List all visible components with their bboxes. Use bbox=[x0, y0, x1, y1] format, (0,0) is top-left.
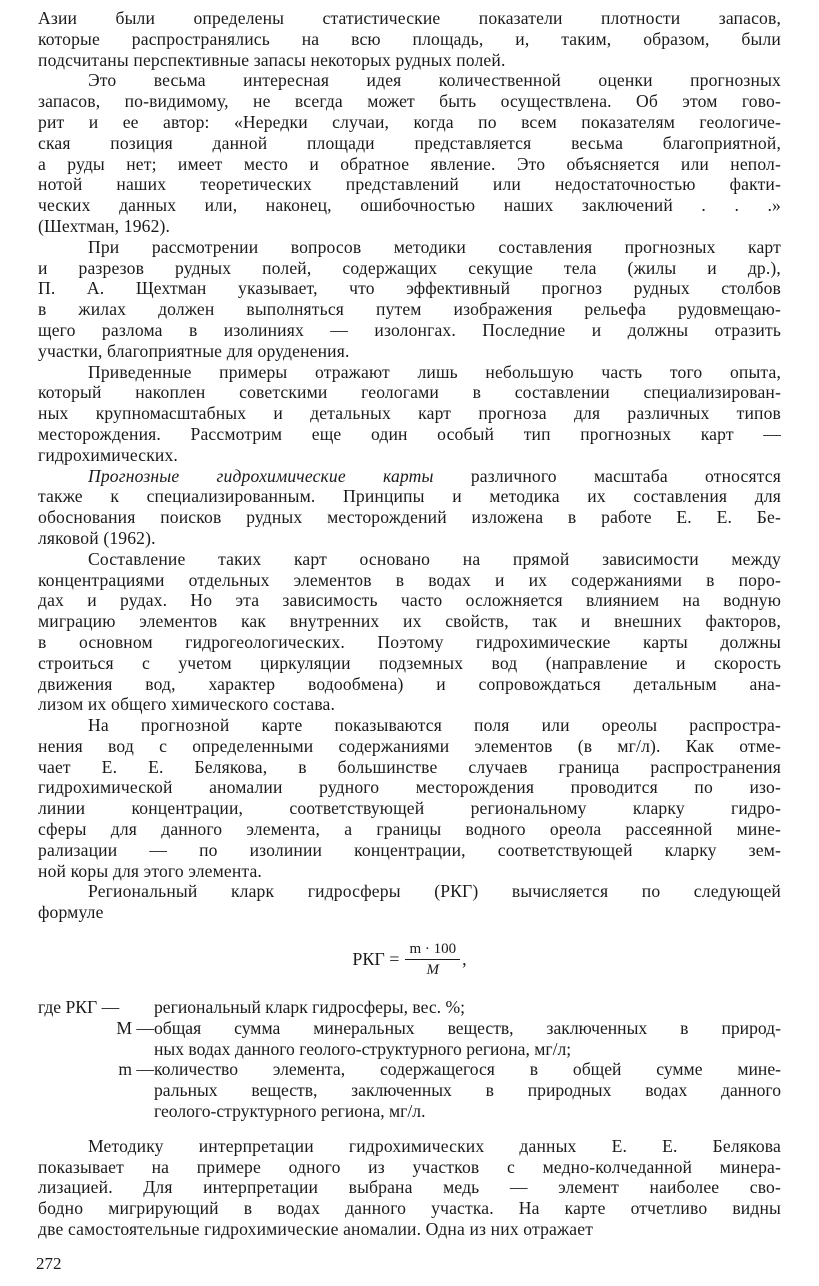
text-line: участки, благоприятные для оруденения. bbox=[38, 340, 350, 361]
text-line: лизом их общего химического состава. bbox=[38, 694, 336, 715]
legend-row bbox=[38, 1059, 781, 1121]
page-body bbox=[38, 8, 781, 1240]
text-line: две самостоятельные гидрохимические аномалии. Одна из них отражает bbox=[38, 1219, 594, 1240]
text-line: чает Е. Е. Белякова, в большинстве случаев граница распространения bbox=[38, 756, 781, 777]
text-line: региональный кларк гидросферы, вес. %; bbox=[154, 997, 466, 1018]
text-line: гидрохимических. bbox=[38, 444, 178, 465]
text-line: При рассмотрении вопросов методики составления прогнозных карт bbox=[88, 236, 781, 257]
text-line: лизацией. Для интерпретации выбрана медь — элемент наиболее сво- bbox=[38, 1177, 781, 1198]
text-line: которые распространялись на всю площадь, и, таким, образом, были bbox=[38, 28, 781, 49]
text-line: ская позиция данной площади представляется весьма благоприятной, bbox=[38, 132, 781, 153]
legend-definition bbox=[154, 1059, 781, 1121]
text-line: геолого-структурного региона, мг/л. bbox=[154, 1101, 426, 1122]
text-line: Методику интерпретации гидрохимических данных Е. Е. Белякова bbox=[88, 1135, 781, 1156]
text-line: щего разлома в изолиниях — изолонгах. Последние и должны отразить bbox=[38, 319, 781, 340]
formula-legend bbox=[38, 997, 781, 1122]
text-line: общая сумма минеральных веществ, заключенных в природ- bbox=[154, 1017, 781, 1038]
paragraph bbox=[38, 8, 781, 70]
text-line: в жилах должен выполняться путем изображения рельефа рудовмещаю- bbox=[38, 299, 781, 320]
formula-numerator: m · 100 bbox=[405, 939, 460, 960]
text-line: рализации — по изолинии концентрации, соответствующей кларку зем- bbox=[38, 839, 781, 860]
page-number: 272 bbox=[36, 1254, 62, 1273]
text-line: миграцию элементов как внутренних их свойств, так и внешних факторов, bbox=[38, 611, 781, 632]
paragraph bbox=[38, 549, 781, 715]
text-line: обоснования поисков рудных месторождений изложена в работе Е. Е. Бе- bbox=[38, 507, 781, 528]
text-line: (Шехтман, 1962). bbox=[38, 215, 171, 236]
formula-fraction bbox=[405, 939, 460, 980]
text-line: который накоплен советскими геологами в составлении специализирован- bbox=[38, 382, 781, 403]
formula-lhs: РКГ = bbox=[352, 948, 400, 969]
paragraph bbox=[38, 237, 781, 362]
text-line: рит и ее автор: «Нередки случаи, когда по всем показателям геологиче- bbox=[38, 111, 781, 132]
paragraph bbox=[38, 466, 781, 549]
final-paragraph bbox=[38, 1136, 781, 1240]
text-line: На прогнозной карте показываются поля или ореолы распростра- bbox=[88, 715, 781, 736]
text-line: а руды нет; имеет место и обратное явление. Это объясняется или непол- bbox=[38, 153, 781, 174]
text-line: также к специализированным. Принципы и методика их составления для bbox=[38, 486, 781, 507]
legend-row bbox=[38, 1018, 781, 1060]
paragraph bbox=[38, 362, 781, 466]
text-line: ческих данных или, наконец, ошибочностью наших заключений . . .» bbox=[38, 195, 781, 216]
text-line: Азии были определены статистические показатели плотности запасов, bbox=[38, 8, 781, 28]
text-line: ной коры для этого элемента. bbox=[38, 860, 262, 881]
legend-symbol: m — bbox=[118, 1059, 154, 1080]
text-line bbox=[38, 466, 781, 487]
text-line: нения вод с определенными содержаниями элементов (в мг/л). Как отме- bbox=[38, 735, 781, 756]
text-line: запасов, по-видимому, не всегда может быть осуществлена. Об этом гово- bbox=[38, 91, 781, 112]
text-line: концентрациями отдельных элементов в водах и их содержаниями в поро- bbox=[38, 569, 781, 590]
text-line: Составление таких карт основано на прямой зависимости между bbox=[88, 548, 781, 569]
text-line: количество элемента, содержащегося в общей сумме мине- bbox=[154, 1059, 781, 1080]
text-line: месторождения. Рассмотрим еще один особый тип прогнозных карт — bbox=[38, 423, 781, 444]
paragraph bbox=[38, 715, 781, 881]
formula-denominator: M bbox=[426, 961, 440, 978]
paragraph bbox=[38, 1136, 781, 1240]
text-line: сферы для данного элемента, а границы водного ореола рассеянной мине- bbox=[38, 819, 781, 840]
legend-definition bbox=[154, 997, 781, 1018]
text-line: П. А. Щехтман указывает, что эффективный прогноз рудных столбов bbox=[38, 278, 781, 299]
text-line: ных крупномасштабных и детальных карт прогноза для различных типов bbox=[38, 403, 781, 424]
text-segment: различного масштаба относятся bbox=[433, 465, 781, 486]
text-line: в основном гидрогеологических. Поэтому гидрохимические карты должны bbox=[38, 631, 781, 652]
legend-symbol: где РКГ — bbox=[38, 997, 120, 1018]
text-line: ных водах данного геолого-структурного региона, мг/л; bbox=[154, 1038, 572, 1059]
text-line: Приведенные примеры отражают лишь небольшую часть того опыта, bbox=[88, 361, 781, 382]
legend-definition bbox=[154, 1018, 781, 1060]
text-line: Это весьма интересная идея количественной оценки прогнозных bbox=[88, 70, 781, 91]
text-line: дах и рудах. Но эта зависимость часто осложняется влиянием на водную bbox=[38, 590, 781, 611]
paragraph bbox=[38, 70, 781, 236]
formula bbox=[38, 931, 781, 987]
text-line: ляковой (1962). bbox=[38, 527, 156, 548]
text-line: формуле bbox=[38, 902, 104, 923]
text-line: бодно мигрирующий в водах данного участка. На карте отчетливо видны bbox=[38, 1198, 781, 1219]
text-line: ральных веществ, заключенных в природных водах данного bbox=[154, 1080, 781, 1101]
text-line: подсчитаны перспективные запасы некоторых рудных полей. bbox=[38, 49, 506, 70]
text-line: Региональный кларк гидросферы (РКГ) вычисляется по следующей bbox=[88, 881, 781, 902]
legend-row bbox=[38, 997, 781, 1018]
formula-tail: , bbox=[462, 948, 467, 969]
text-line: движения вод, характер водообмена) и сопровождаться детальным ана- bbox=[38, 673, 781, 694]
text-line: и разрезов рудных полей, содержащих секущие тела (жилы и др.), bbox=[38, 257, 781, 278]
legend-symbol: M — bbox=[116, 1017, 154, 1038]
text-line: гидрохимической аномалии рудного месторождения проводится по изо- bbox=[38, 777, 781, 798]
text-line: нотой наших теоретических представлений или недостаточностью факти- bbox=[38, 174, 781, 195]
paragraph bbox=[38, 881, 781, 923]
text-body bbox=[38, 8, 781, 923]
text-line: линии концентрации, соответствующей региональному кларку гидро- bbox=[38, 798, 781, 819]
italic-term: Прогнозные гидрохимические карты bbox=[88, 465, 434, 486]
text-line: строиться с учетом циркуляции подземных вод (направление и скорость bbox=[38, 652, 781, 673]
text-line: показывает на примере одного из участков с медно-колчеданной минера- bbox=[38, 1156, 781, 1177]
